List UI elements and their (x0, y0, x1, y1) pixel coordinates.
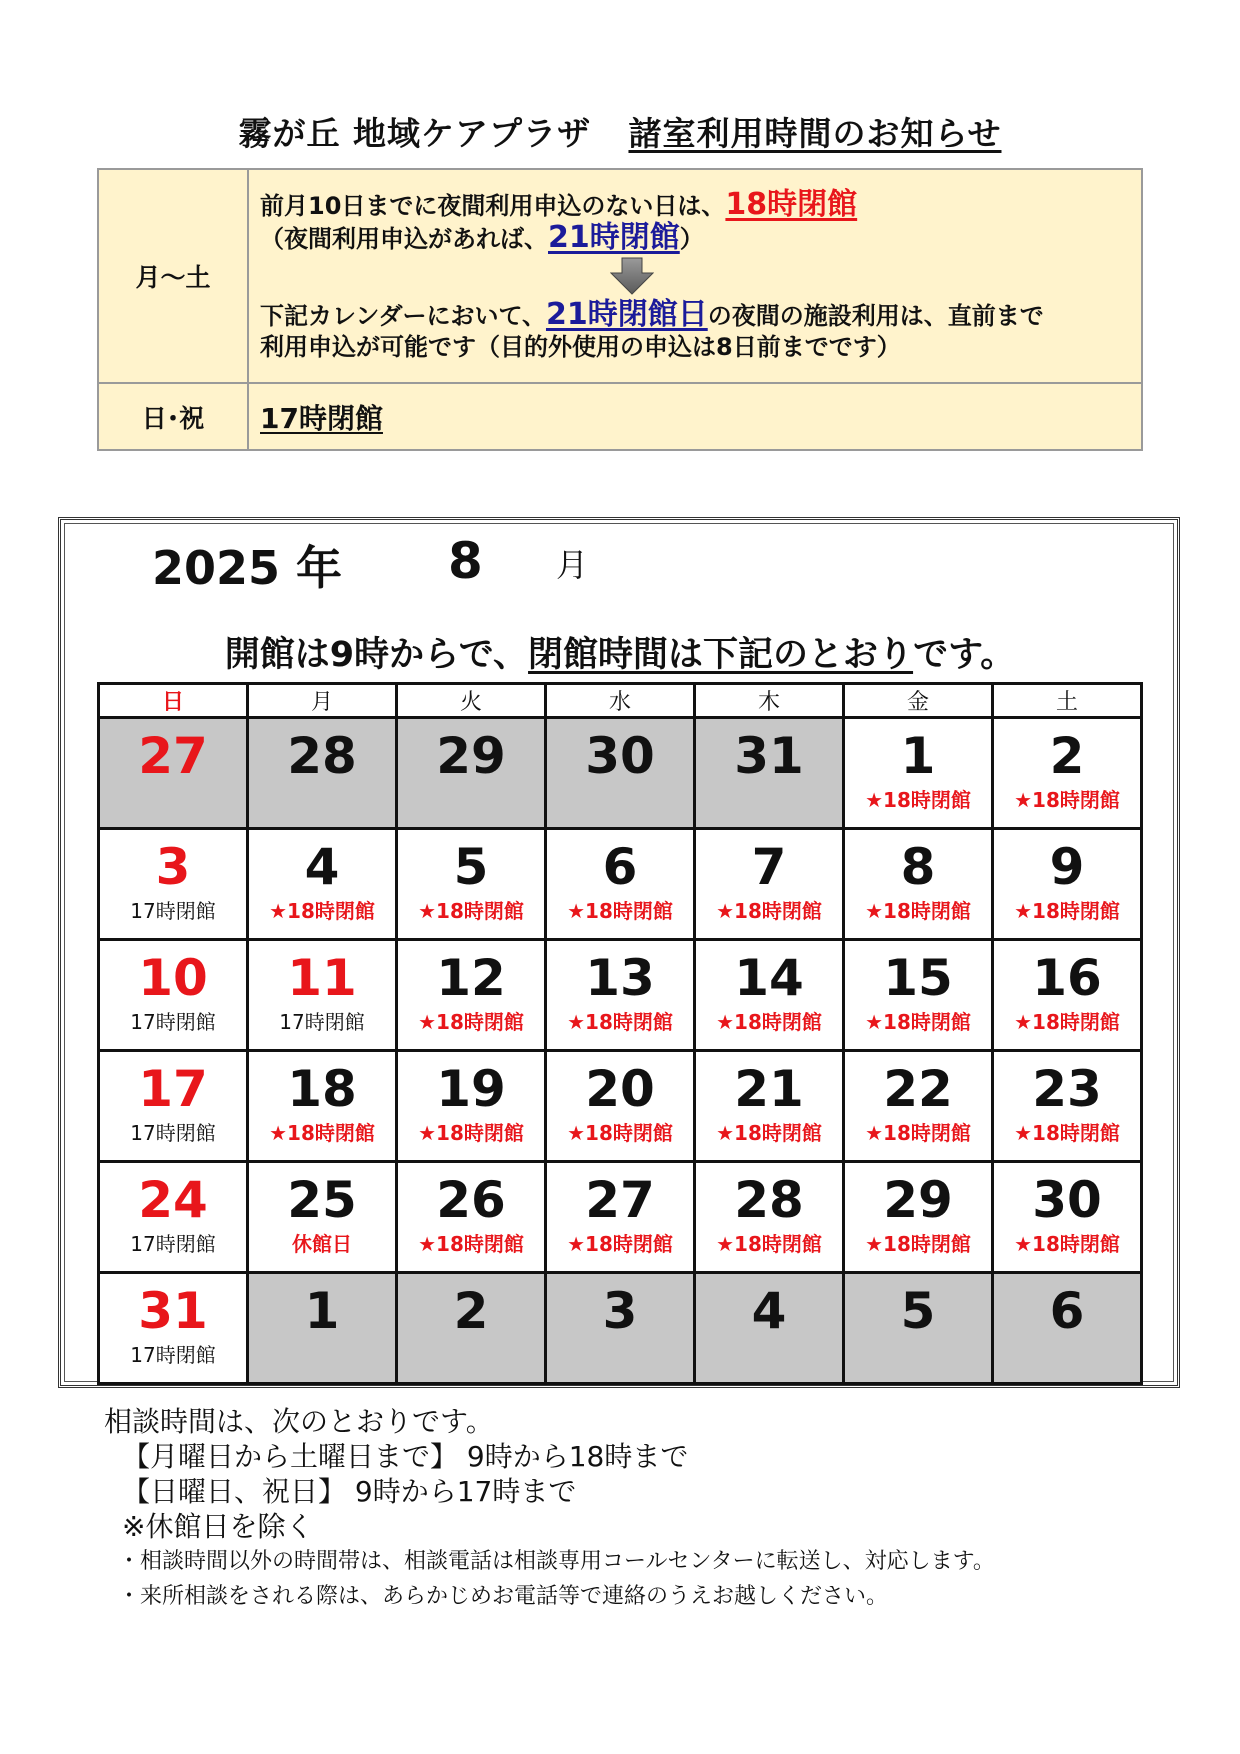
weekday-info (248, 169, 1142, 383)
day-number: 9 (1049, 838, 1085, 896)
calendar-day (695, 829, 844, 940)
weekday-header: 火 (397, 684, 546, 718)
info-line-2-text: （夜間利用申込があれば、 (260, 225, 548, 253)
weekday-header: 木 (695, 684, 844, 718)
calendar-day (993, 829, 1142, 940)
calendar-day (397, 829, 546, 940)
day-number: 4 (751, 1282, 787, 1340)
calendar-day (99, 1273, 248, 1384)
calendar-day (695, 718, 844, 829)
day-number: 17 (138, 1060, 208, 1118)
day-closing-note: ★18時閉館 (418, 1232, 524, 1256)
day-number: 14 (734, 949, 804, 1007)
day-closing-note: ★18時閉館 (1014, 788, 1120, 812)
day-number: 19 (436, 1060, 506, 1118)
calendar-day (695, 1162, 844, 1273)
footer-weekday-hours: 【月曜日から土曜日まで】 9時から18時まで (122, 1440, 689, 1473)
calendar-day (397, 1051, 546, 1162)
day-closing-note: ★18時閉館 (567, 1121, 673, 1145)
day-closing-note: ★18時閉館 (865, 1232, 971, 1256)
day-closing-note: ★18時閉館 (716, 1232, 822, 1256)
day-closing-note: 17時閉館 (130, 1121, 216, 1145)
day-number: 24 (138, 1171, 208, 1229)
holiday-label: 日･祝 (98, 383, 248, 450)
year-unit: 年 (296, 541, 343, 595)
calendar-day (99, 1162, 248, 1273)
day-number: 28 (287, 727, 357, 785)
calendar-day (546, 829, 695, 940)
calendar-week (99, 1273, 1142, 1384)
calendar-week (99, 829, 1142, 940)
day-number: 6 (1049, 1282, 1085, 1340)
subtitle-closing: 閉館時間は下記のとおり (528, 635, 914, 675)
info-line-2-close: ） (679, 225, 704, 253)
footer-note-2: ・来所相談をされる際は、あらかじめお電話等で連絡のうえお越しください。 (118, 1584, 889, 1609)
day-number: 29 (883, 1171, 953, 1229)
day-closing-note: ★18時閉館 (716, 1010, 822, 1034)
down-arrow-icon (610, 257, 654, 295)
day-number: 6 (602, 838, 638, 896)
day-closing-note: 17時閉館 (130, 899, 216, 923)
info-line-1-text: 前月10日までに夜間利用申込のない日は、 (260, 192, 726, 220)
day-number: 23 (1032, 1060, 1102, 1118)
hours-info-table (97, 168, 1143, 451)
title-notice: 諸室利用時間のお知らせ (628, 114, 1002, 153)
day-closing-note: ★18時閉館 (1014, 1010, 1120, 1034)
day-closing-note: ★18時閉館 (269, 1121, 375, 1145)
day-number: 3 (602, 1282, 638, 1340)
day-closing-note: ★18時閉館 (567, 899, 673, 923)
calendar-day (397, 1162, 546, 1273)
day-closing-note: ★18時閉館 (865, 1010, 971, 1034)
footer-exception: ※休館日を除く (122, 1510, 314, 1543)
subtitle-end: です。 (913, 635, 1016, 675)
info-line-1 (260, 189, 1130, 222)
day-number: 22 (883, 1060, 953, 1118)
info-line-3-text: 下記カレンダーにおいて、 (260, 302, 546, 330)
month-calendar (97, 682, 1143, 1385)
calendar-day (844, 1162, 993, 1273)
day-number: 27 (585, 1171, 655, 1229)
day-number: 29 (436, 727, 506, 785)
day-closing-note: ★18時閉館 (716, 1121, 822, 1145)
calendar-day (99, 718, 248, 829)
day-number: 1 (304, 1282, 340, 1340)
calendar-week (99, 1051, 1142, 1162)
day-closing-note: 17時閉館 (130, 1343, 216, 1367)
calendar-day (99, 940, 248, 1051)
day-closing-note: ★18時閉館 (1014, 1232, 1120, 1256)
day-closing-note: ★18時閉館 (865, 899, 971, 923)
calendar-day (695, 1273, 844, 1384)
holiday-info (248, 383, 1142, 450)
calendar-day (844, 1273, 993, 1384)
day-number: 3 (155, 838, 191, 896)
day-closing-note: ★18時閉館 (567, 1232, 673, 1256)
info-line-4: 利用申込が可能です（目的外使用の申込は8日前までです） (260, 333, 901, 361)
weekday-header: 水 (546, 684, 695, 718)
closing-21-label: 21時閉館 (548, 220, 680, 255)
day-closing-note: ★18時閉館 (567, 1010, 673, 1034)
calendar-year (152, 532, 343, 595)
day-number: 1 (900, 727, 936, 785)
day-number: 5 (453, 838, 489, 896)
calendar-day (695, 940, 844, 1051)
subtitle-open: 開館は9時からで、 (224, 635, 529, 675)
day-closing-note: 17時閉館 (279, 1010, 365, 1034)
calendar-day (546, 1051, 695, 1162)
calendar-day (397, 718, 546, 829)
day-closing-note: ★18時閉館 (865, 1121, 971, 1145)
calendar-day (546, 940, 695, 1051)
calendar-day (844, 1051, 993, 1162)
day-number: 31 (734, 727, 804, 785)
calendar-day (397, 940, 546, 1051)
day-closing-note: ★18時閉館 (716, 899, 822, 923)
year-value: 2025 (152, 541, 281, 595)
day-number: 15 (883, 949, 953, 1007)
day-number: 7 (751, 838, 787, 896)
calendar-day (248, 1273, 397, 1384)
day-closing-note: ★18時閉館 (1014, 899, 1120, 923)
calendar-day (99, 1051, 248, 1162)
calendar-day (993, 1162, 1142, 1273)
day-closing-note: ★18時閉館 (418, 1010, 524, 1034)
day-closing-note: 17時閉館 (130, 1232, 216, 1256)
consultation-hours (104, 1404, 995, 1614)
info-line-3 (260, 299, 1130, 332)
weekday-header: 月 (248, 684, 397, 718)
day-number: 10 (138, 949, 208, 1007)
day-closing-note: ★18時閉館 (1014, 1121, 1120, 1145)
footer-holiday-hours: 【日曜日、祝日】 9時から17時まで (122, 1475, 577, 1508)
calendar-day (397, 1273, 546, 1384)
day-number: 8 (900, 838, 936, 896)
day-number: 13 (585, 949, 655, 1007)
day-number: 2 (1049, 727, 1085, 785)
info-line-2 (260, 222, 1130, 255)
weekday-header: 日 (99, 684, 248, 718)
footer-note-1: ・相談時間以外の時間帯は、相談電話は相談専用コールセンターに転送し、対応します。 (118, 1549, 995, 1574)
calendar-day (546, 718, 695, 829)
day-number: 31 (138, 1282, 208, 1340)
day-number: 27 (138, 727, 208, 785)
calendar-day (993, 718, 1142, 829)
day-closing-note: ★18時閉館 (418, 1121, 524, 1145)
calendar-day (248, 829, 397, 940)
title-facility: 霧が丘 地域ケアプラザ (238, 114, 591, 153)
calendar-day (695, 1051, 844, 1162)
month-unit: 月 (556, 546, 589, 584)
calendar-day (844, 718, 993, 829)
footer-line-1: 相談時間は、次のとおりです。 (104, 1405, 494, 1438)
calendar-week (99, 1162, 1142, 1273)
day-closing-note: 休館日 (292, 1232, 352, 1256)
day-closing-note: ★18時閉館 (269, 899, 375, 923)
calendar-day (993, 1051, 1142, 1162)
day-closing-note: 17時閉館 (130, 1010, 216, 1034)
day-number: 28 (734, 1171, 804, 1229)
calendar-day (546, 1273, 695, 1384)
day-number: 30 (585, 727, 655, 785)
calendar-week (99, 940, 1142, 1051)
calendar-day (248, 718, 397, 829)
info-line-3-end: の夜間の施設利用は、直前まで (707, 302, 1044, 330)
calendar-day (248, 1051, 397, 1162)
day-number: 5 (900, 1282, 936, 1340)
calendar-day (993, 940, 1142, 1051)
day-closing-note: ★18時閉館 (865, 788, 971, 812)
day-number: 21 (734, 1060, 804, 1118)
calendar-week (99, 718, 1142, 829)
calendar-day (993, 1273, 1142, 1384)
weekday-header: 土 (993, 684, 1142, 718)
page-title (0, 108, 1240, 155)
day-number: 18 (287, 1060, 357, 1118)
weekday-header: 金 (844, 684, 993, 718)
holiday-closing-text: 17時閉館 (260, 401, 383, 435)
calendar-day (844, 940, 993, 1051)
day-number: 4 (304, 838, 340, 896)
day-number: 30 (1032, 1171, 1102, 1229)
calendar-day (844, 829, 993, 940)
closing-18-label: 18時閉館 (725, 187, 858, 222)
day-number: 11 (287, 949, 357, 1007)
day-number: 2 (453, 1282, 489, 1340)
day-number: 16 (1032, 949, 1102, 1007)
closing-21-day-label: 21時閉館日 (545, 297, 708, 332)
day-number: 12 (436, 949, 506, 1007)
calendar-day (99, 829, 248, 940)
calendar-day (248, 1162, 397, 1273)
calendar-day (546, 1162, 695, 1273)
calendar-day (248, 940, 397, 1051)
calendar-subtitle (0, 627, 1240, 677)
calendar-month: 8 (448, 532, 483, 590)
weekday-label: 月～土 (98, 169, 248, 383)
day-number: 25 (287, 1171, 357, 1229)
day-closing-note: ★18時閉館 (418, 899, 524, 923)
day-number: 26 (436, 1171, 506, 1229)
day-number: 20 (585, 1060, 655, 1118)
